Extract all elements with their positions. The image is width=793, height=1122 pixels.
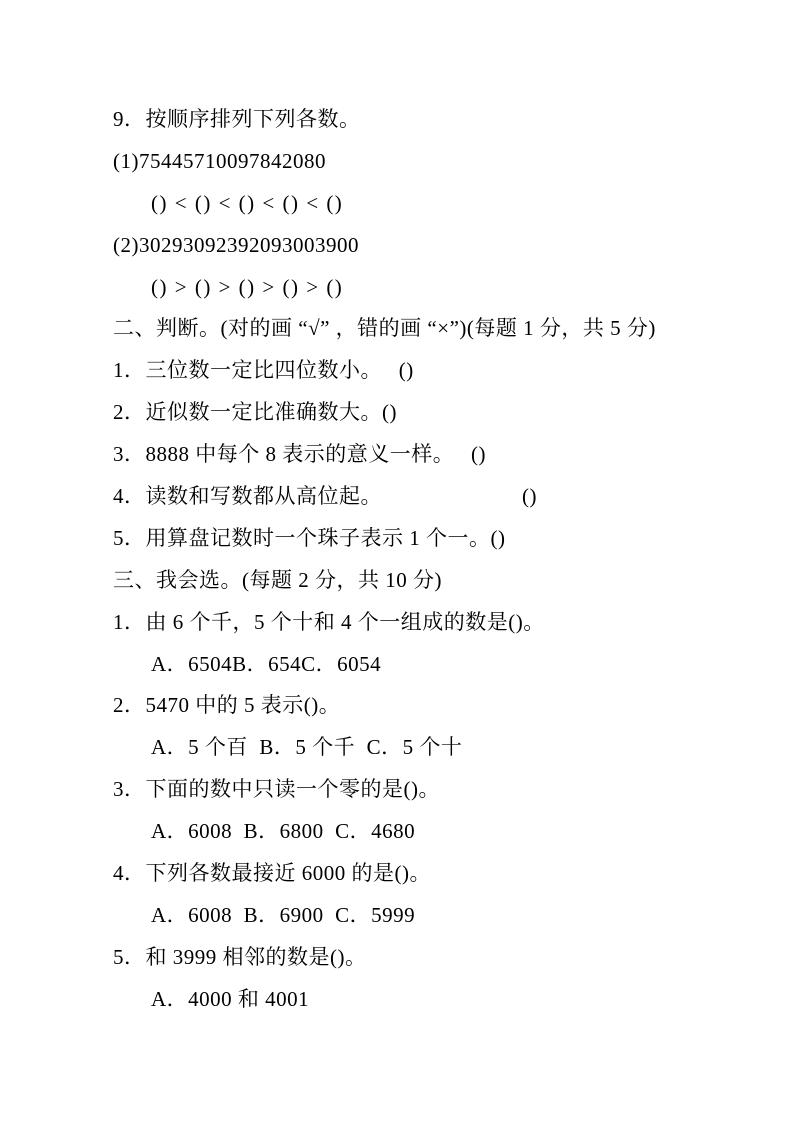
judgment-item-2: 2．近似数一定比准确数大。() <box>113 400 397 425</box>
q9-part2-numbers: (2)30293092392093003900 <box>113 232 359 257</box>
judgment-item-4: 4．读数和写数都从高位起。 () <box>113 484 537 509</box>
choice-options-1: A．6504B．654C．6054 <box>151 651 382 676</box>
judgment-item-3: 3．8888 中每个 8 表示的意义一样。 () <box>113 442 486 467</box>
judgment-item-5: 5．用算盘记数时一个珠子表示 1 个一。() <box>113 525 506 550</box>
q9-part1-numbers: (1)75445710097842080 <box>113 148 326 173</box>
choice-options-3: A．6008 B．6800 C．4680 <box>151 819 416 844</box>
choice-question-5: 5．和 3999 相邻的数是()。 <box>113 944 367 969</box>
choice-question-3: 3．下面的数中只读一个零的是()。 <box>113 777 440 802</box>
choice-options-2: A．5 个百 B．5 个千 C．5 个十 <box>151 735 463 760</box>
q9-part1-answer-blanks: () < () < () < () < () <box>151 190 344 215</box>
q9-part2-answer-blanks: () > () > () > () > () <box>151 274 344 299</box>
choice-question-1: 1．由 6 个千，5 个十和 4 个一组成的数是()。 <box>113 609 545 634</box>
judgment-item-1: 1．三位数一定比四位数小。 () <box>113 358 414 383</box>
choice-options-4: A．6008 B．6900 C．5999 <box>151 902 416 927</box>
q9-title: 9．按顺序排列下列各数。 <box>113 107 361 131</box>
choice-question-2: 2．5470 中的 5 表示()。 <box>113 693 341 718</box>
section3-header: 三、我会选。(每题 2 分，共 10 分) <box>113 567 442 592</box>
choice-question-4: 4．下列各数最接近 6000 的是()。 <box>113 861 431 886</box>
choice-options-5: A．4000 和 4001 <box>151 986 310 1011</box>
section2-header: 二、判断。(对的画 “√” ，错的画 “×”)(每题 1 分，共 5 分) <box>113 316 656 341</box>
